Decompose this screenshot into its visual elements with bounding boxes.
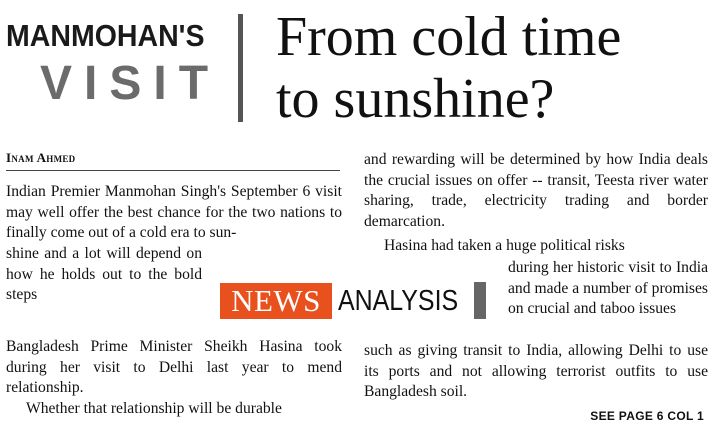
- headline: [276, 6, 712, 130]
- article-paragraph-3: and rewarding will be determined by how India deals the crucial issues on offer -- transit, Teesta river water sharing, trade, electricity trading and border demarcation.: [364, 151, 708, 231]
- news-analysis-label: ANALYSIS: [338, 285, 459, 317]
- article-paragraph-4-wrap: during her historic visit to India and made a number of promises on crucial and taboo issues: [508, 259, 708, 318]
- article-paragraph-1-end: Bangladesh Prime Minister Sheikh Hasina took during her visit to Delhi last year to mend relationship.: [6, 338, 342, 397]
- header-divider: [238, 14, 243, 122]
- headline-line-2: to sunshine?: [276, 68, 555, 130]
- kicker-line-2: VISIT: [40, 57, 221, 110]
- news-analysis-badge: NEWS: [220, 283, 332, 319]
- byline: Inam Ahmed: [6, 150, 340, 171]
- article-paragraph-4: Hasina had taken a huge political risks: [384, 237, 625, 254]
- continuation-link[interactable]: SEE PAGE 6 COL 1: [590, 409, 704, 423]
- article-paragraph-1: Indian Premier Manmohan Singh's September 6 visit may well offer the best chance for the two nations to finally come out of a cold era to sun-: [6, 183, 342, 242]
- badge-bar-icon: [474, 282, 486, 319]
- headline-line-1: From cold time: [276, 6, 622, 68]
- article-paragraph-2: Whether that relationship will be durable: [26, 400, 282, 417]
- kicker-line-1: MANMOHAN'S: [6, 18, 205, 53]
- article-paragraph-4-end: such as giving transit to India, allowing Delhi to use its ports and not allowing terrorist outfits to use Bangladesh soil.: [364, 342, 708, 401]
- article-paragraph-1-wrap: shine and a lot will depend on how he holds out to the bold steps: [6, 245, 202, 304]
